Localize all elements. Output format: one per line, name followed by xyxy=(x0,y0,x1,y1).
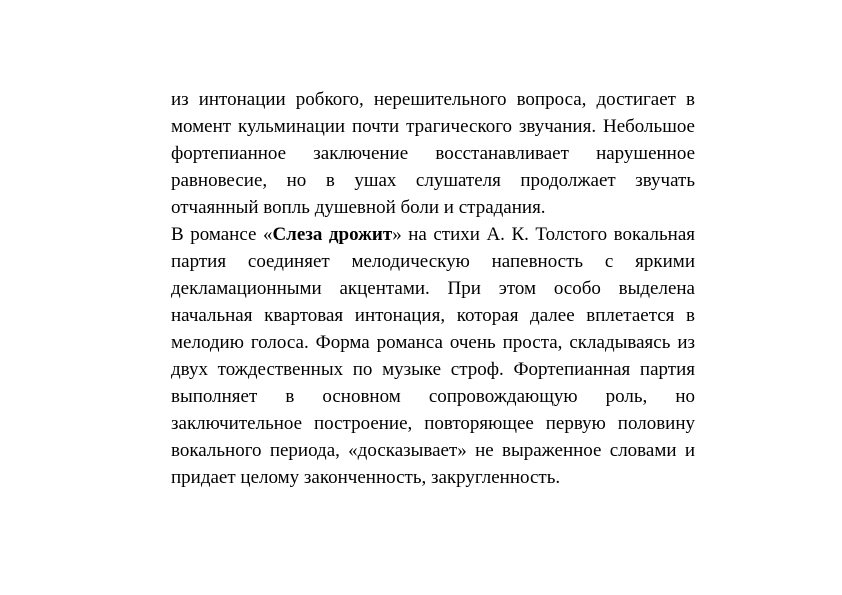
romance-title: Слеза дрожит xyxy=(272,224,393,245)
paragraph-2 xyxy=(171,221,695,491)
paragraph-1: из интонации робкого, нерешительного вопроса, достигает в момент кульминации почти трагического звучания. Небольшое фортепианное заключение восстанавливает нарушенное равновесие, но в ушах слушателя продолжает звучать отчаянный вопль душевной боли и страдания. xyxy=(171,89,695,218)
paragraph-2-lead: В романсе « xyxy=(171,224,273,245)
body-text xyxy=(171,86,695,491)
paragraph-2-body: » на стихи А. К. Толстого вокальная партия соединяет мелодическую напевность с яркими декламационными акцентами. При этом особо выделена начальная квартовая интонация, которая далее вплетается в мелодию голоса. Форма романса очень проста, складываясь из двух тождественных по музыке строф. Фортепианная партия выполняет в основном сопровождающую роль, но заключительное построение, повторяющее первую половину вокального периода, «досказывает» не выраженное словами и придает целому законченность, закругленность. xyxy=(171,224,696,488)
